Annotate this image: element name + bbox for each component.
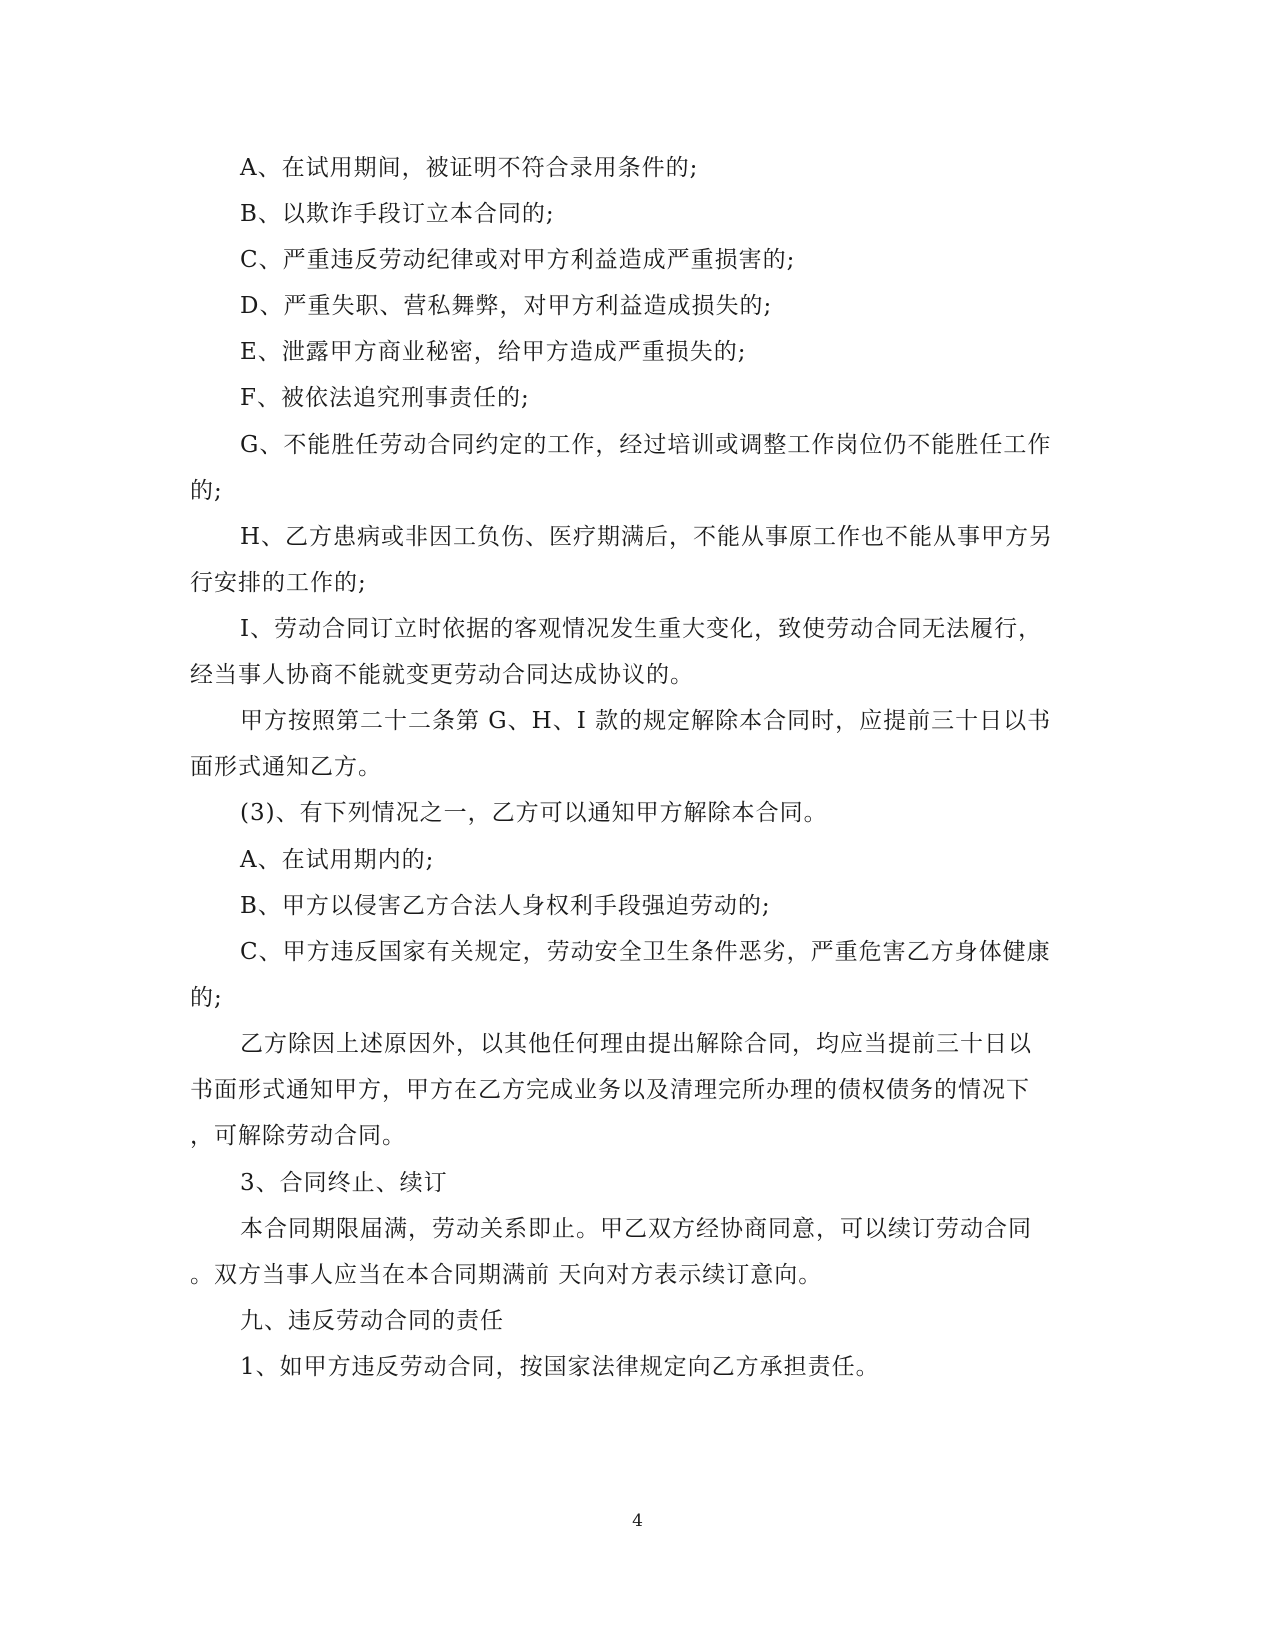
text-line: B、甲方以侵害乙方合法人身权利手段强迫劳动的;	[240, 893, 771, 919]
text-line: G、不能胜任劳动合同约定的工作，经过培训或调整工作岗位仍不能胜任工作	[240, 432, 1052, 458]
text-line: I、劳动合同订立时依据的客观情况发生重大变化，致使劳动合同无法履行，	[240, 616, 1043, 642]
text-line: ，可解除劳动合同。	[190, 1123, 406, 1149]
text-line: (3)、有下列情况之一，乙方可以通知甲方解除本合同。	[240, 800, 828, 826]
text-line: A、在试用期间，被证明不符合录用条件的;	[240, 155, 699, 181]
text-line: D、严重失职、营私舞弊，对甲方利益造成损失的;	[240, 293, 773, 319]
text-line: C、甲方违反国家有关规定，劳动安全卫生条件恶劣，严重危害乙方身体健康	[240, 939, 1051, 965]
text-line: B、以欺诈手段订立本合同的;	[240, 201, 555, 227]
text-line: 乙方除因上述原因外，以其他任何理由提出解除合同，均应当提前三十日以	[240, 1031, 1032, 1057]
text-line: 面形式通知乙方。	[190, 754, 382, 780]
text-line: 书面形式通知甲方，甲方在乙方完成业务以及清理完所办理的债权债务的情况下	[190, 1077, 1030, 1103]
text-line: 1、如甲方违反劳动合同，按国家法律规定向乙方承担责任。	[240, 1354, 880, 1380]
text-line: 九、违反劳动合同的责任	[240, 1308, 504, 1334]
text-line: F、被依法追究刑事责任的;	[240, 385, 530, 411]
text-line: 的;	[190, 985, 223, 1011]
text-line: 本合同期限届满，劳动关系即止。甲乙双方经协商同意，可以续订劳动合同	[240, 1216, 1032, 1242]
text-line: E、泄露甲方商业秘密，给甲方造成严重损失的;	[240, 339, 747, 365]
text-line: 经当事人协商不能就变更劳动合同达成协议的。	[190, 662, 694, 688]
text-line: 甲方按照第二十二条第 G、H、I 款的规定解除本合同时，应提前三十日以书	[240, 708, 1052, 734]
text-line: 的;	[190, 478, 223, 504]
text-line: 行安排的工作的;	[190, 570, 367, 596]
page-number: 4	[632, 1511, 643, 1531]
text-line: H、乙方患病或非因工负伤、医疗期满后，不能从事原工作也不能从事甲方另	[240, 524, 1054, 550]
text-line: 。双方当事人应当在本合同期满前 天向对方表示续订意向。	[190, 1262, 823, 1288]
text-line: C、严重违反劳动纪律或对甲方利益造成严重损害的;	[240, 247, 796, 273]
text-line: A、在试用期内的;	[240, 847, 435, 873]
text-line: 3、合同终止、续订	[240, 1170, 448, 1196]
